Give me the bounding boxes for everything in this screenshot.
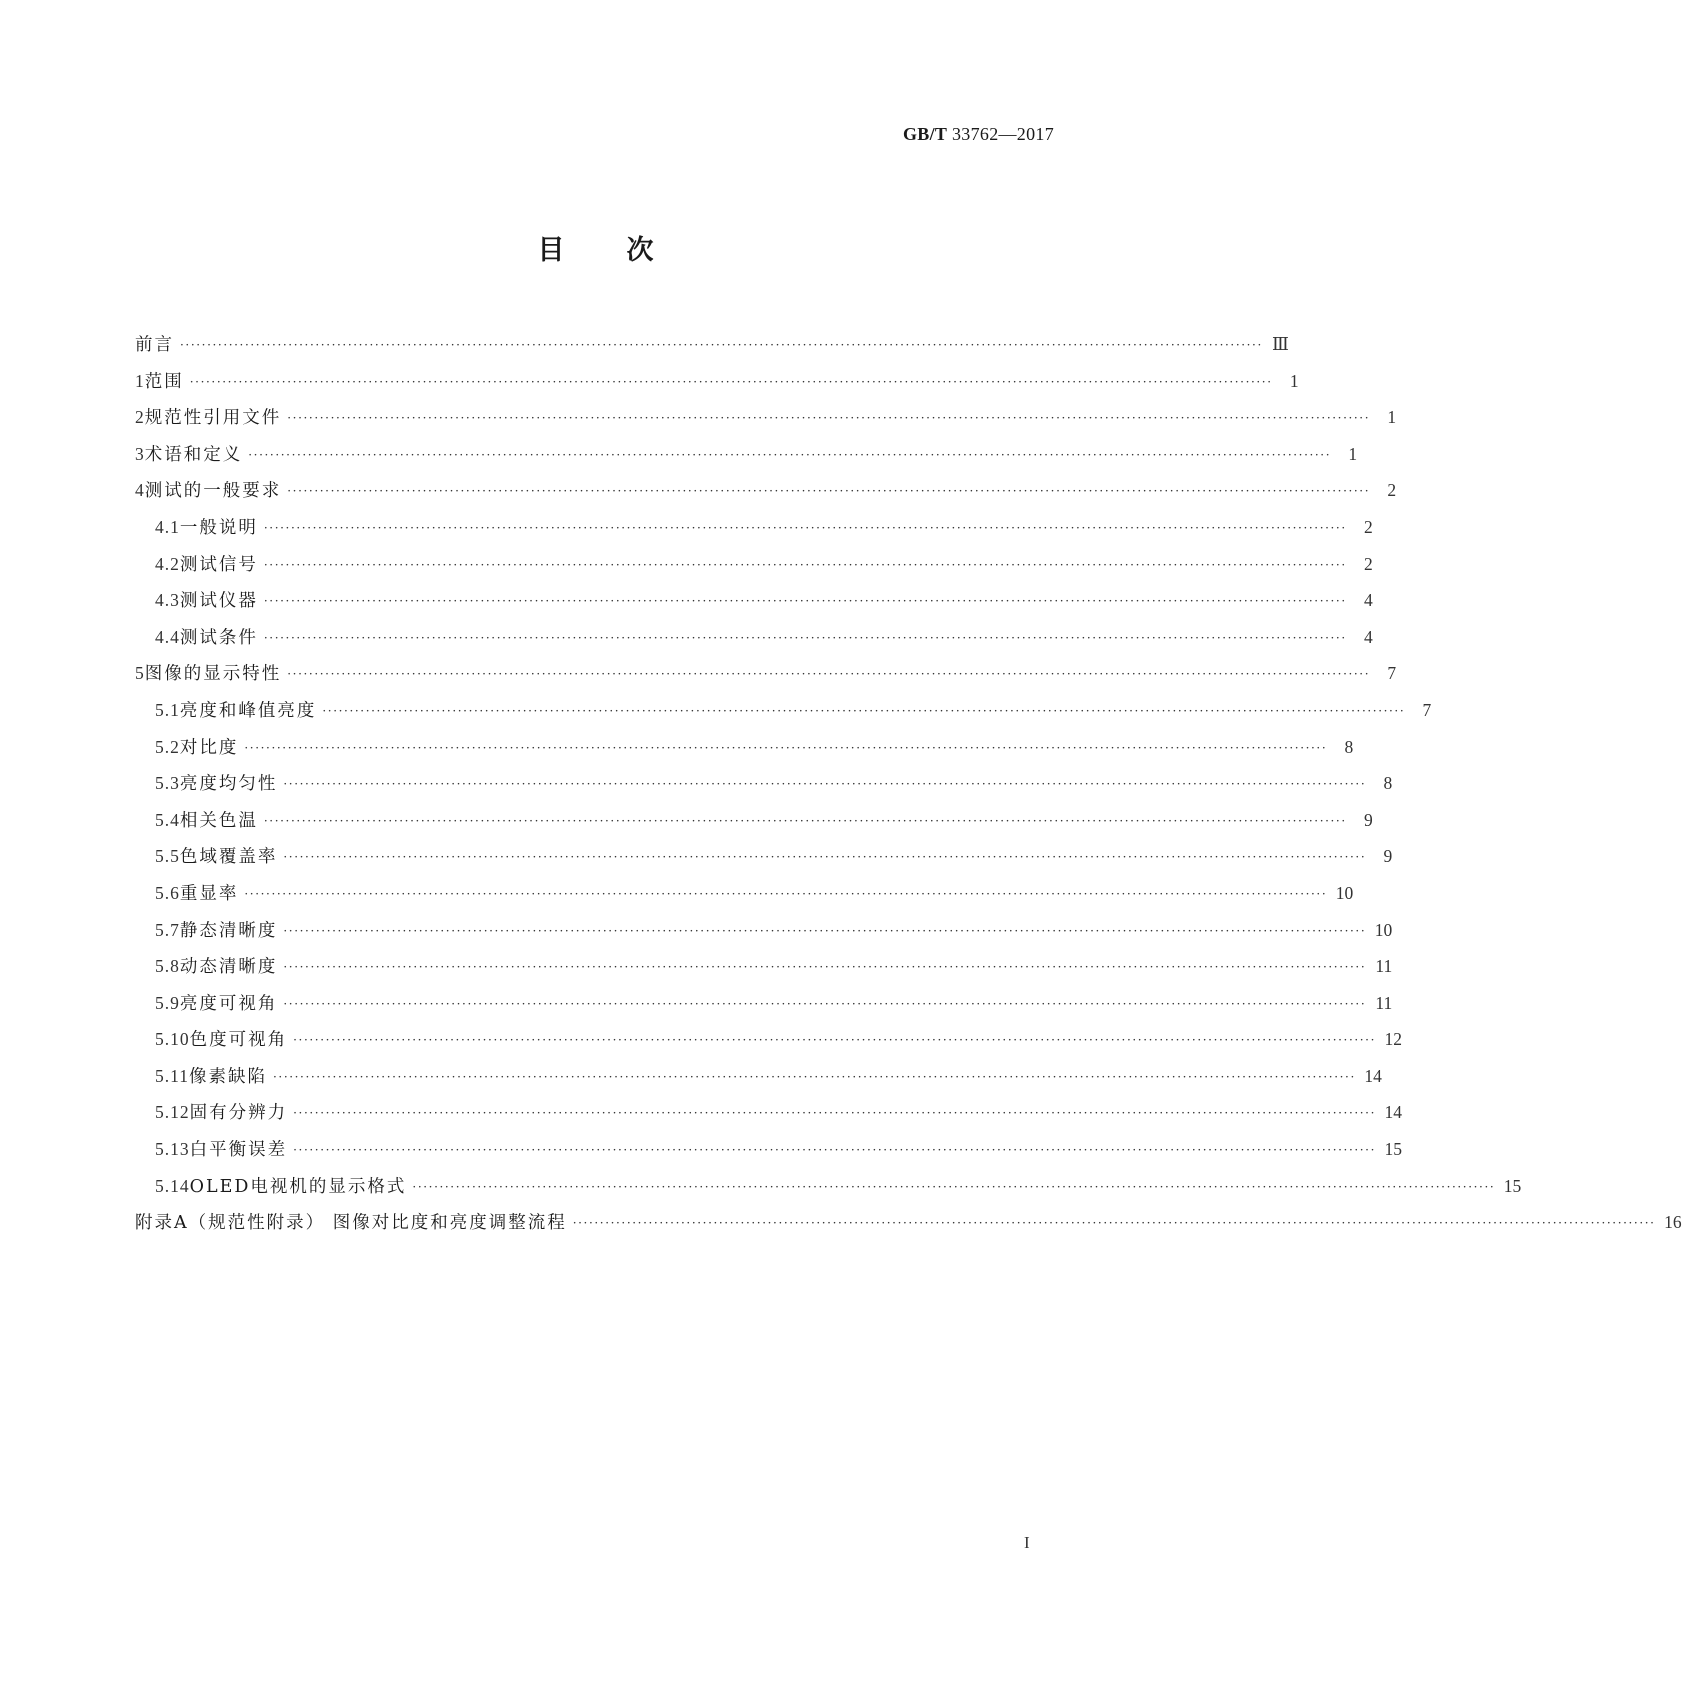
toc-entry-label: 对比度 <box>179 737 239 758</box>
toc-entry-label: 像素缺陷 <box>188 1066 267 1087</box>
toc-entry-label: 前言 <box>135 335 174 355</box>
toc-entry-page: 16 <box>1664 1212 1682 1233</box>
toc-entry-label: 亮度和峰值亮度 <box>179 700 317 721</box>
toc-entry-5-3[interactable] <box>135 765 1393 802</box>
toc-entry-label: 测试仪器 <box>179 591 258 612</box>
toc-leader-dots: ········································································································································································································ <box>180 338 1263 352</box>
toc-entry-2[interactable] <box>135 399 1397 436</box>
toc-entry-label: 亮度可视角 <box>179 993 278 1014</box>
toc-leader-dots: ········································································································································································································ <box>263 594 1347 609</box>
toc-entry-page: 2 <box>1364 553 1373 574</box>
toc-entry-5-10[interactable] <box>135 1021 1403 1058</box>
standard-prefix: GB/T <box>902 124 948 144</box>
toc-entry-page: 1 <box>1348 443 1358 464</box>
toc-entry-number: 5.1 <box>155 699 180 720</box>
toc-entry-label: 测试信号 <box>179 554 258 575</box>
toc-entry-3[interactable] <box>135 436 1358 473</box>
toc-leader-dots: ········································································································································································································ <box>287 484 1371 499</box>
toc-leader-dots: ········································································································································································································ <box>272 1069 1356 1084</box>
toc-entry-number: 5.7 <box>155 919 180 940</box>
toc-entry-number: 5.10 <box>155 1029 190 1050</box>
toc-leader-dots: ········································································································································································································ <box>244 886 1328 901</box>
toc-leader-dots: ········································································································································································································ <box>263 520 1347 535</box>
toc-title: 目次 <box>537 235 716 266</box>
toc-entry-page: 2 <box>1387 480 1397 501</box>
toc-entry-number: 3 <box>135 443 145 464</box>
toc-leader-dots: ········································································································································································································ <box>293 1143 1377 1158</box>
toc-entry-5-8[interactable] <box>135 948 1393 985</box>
toc-entry-number: 5.14 <box>155 1175 190 1196</box>
toc-entry-label: 范围 <box>144 371 184 392</box>
toc-entry-4-4[interactable] <box>135 619 1373 656</box>
toc-leader-dots: ········································································································································································································ <box>248 447 1332 462</box>
toc-entry-number: 4.2 <box>155 553 180 574</box>
toc-entry-number: 4.3 <box>155 590 180 611</box>
toc-leader-dots: ········································································································································································································ <box>572 1216 1656 1231</box>
toc-entry-label: 色域覆盖率 <box>179 847 278 868</box>
toc-leader-dots: ········································································································································································································ <box>244 740 1328 755</box>
toc-entry-label: 测试条件 <box>179 627 258 648</box>
toc-entry-number: 5.9 <box>155 992 180 1013</box>
toc-entry-label: 图像的显示特性 <box>144 664 282 685</box>
toc-entry-4-3[interactable] <box>135 582 1373 619</box>
toc-leader-dots: ········································································································································································································ <box>293 1033 1377 1048</box>
toc-entry-label: 重显率 <box>179 883 239 904</box>
toc-entry-number: 4.4 <box>155 626 180 647</box>
toc-entry-page: 14 <box>1384 1102 1403 1123</box>
toc-entry-5-5[interactable] <box>135 838 1393 875</box>
toc-leader-dots: ········································································································································································································ <box>263 557 1347 572</box>
toc-entry-page: 15 <box>1503 1175 1522 1196</box>
toc-entry-label: 亮度均匀性 <box>179 774 278 795</box>
page-number: I <box>1024 1533 1030 1552</box>
toc-entry-1[interactable] <box>135 363 1299 400</box>
toc-entry-page: 1 <box>1387 407 1397 428</box>
toc-leader-dots: ········································································································································································································ <box>283 850 1367 865</box>
table-of-contents <box>135 326 1682 1241</box>
toc-entry-page: 14 <box>1364 1065 1382 1086</box>
toc-leader-dots: ········································································································································································································ <box>283 923 1367 938</box>
toc-entry-label: 白平衡误差 <box>189 1140 288 1161</box>
toc-entry-number: 5.2 <box>155 736 180 757</box>
toc-entry-5-6[interactable] <box>135 875 1354 912</box>
toc-leader-dots: ········································································································································································································ <box>263 630 1347 645</box>
toc-entry-page: 4 <box>1364 626 1373 647</box>
toc-entry-page: Ⅲ <box>1272 334 1289 354</box>
toc-entry-label: 术语和定义 <box>144 444 243 465</box>
toc-entry-number: 2 <box>135 407 145 428</box>
standard-code: 33762—2017 <box>952 124 1054 144</box>
toc-entry-number: 4.1 <box>155 516 180 537</box>
toc-entry-page: 2 <box>1364 516 1373 537</box>
toc-entry-number: 5 <box>135 663 145 684</box>
toc-entry-4-1[interactable] <box>135 509 1373 546</box>
toc-entry-foreword[interactable] <box>135 326 1289 363</box>
toc-entry-label: 规范性引用文件 <box>144 408 282 429</box>
toc-entry-page: 11 <box>1375 956 1393 977</box>
toc-entry-page: 9 <box>1364 809 1373 830</box>
toc-entry-5-2[interactable] <box>135 729 1354 766</box>
toc-entry-page: 8 <box>1383 773 1393 794</box>
toc-leader-dots: ········································································································································································································ <box>293 1106 1377 1121</box>
standard-number <box>903 124 1054 145</box>
toc-leader-dots: ········································································································································································································ <box>412 1179 1496 1194</box>
toc-entry-number: 5.12 <box>155 1102 190 1123</box>
toc-entry-number: 5.4 <box>155 809 180 830</box>
toc-entry-label: 动态清晰度 <box>179 957 278 978</box>
toc-entry-page: 12 <box>1384 1029 1403 1050</box>
toc-entry-number: 5.11 <box>155 1065 189 1086</box>
toc-entry-5-14[interactable] <box>135 1168 1522 1205</box>
toc-entry-page: 15 <box>1384 1139 1403 1160</box>
toc-leader-dots: ········································································································································································································ <box>283 777 1367 792</box>
toc-entry-label: 附录A（规范性附录） 图像对比度和亮度调整流程 <box>135 1213 567 1234</box>
toc-entry-5-4[interactable] <box>135 802 1373 839</box>
toc-entry-page: 10 <box>1374 919 1393 940</box>
toc-leader-dots: ········································································································································································································ <box>189 374 1273 389</box>
toc-entry-page: 10 <box>1335 882 1354 903</box>
toc-leader-dots: ········································································································································································································ <box>322 703 1406 718</box>
toc-entry-4[interactable] <box>135 472 1397 509</box>
toc-leader-dots: ········································································································································································································ <box>287 411 1371 426</box>
toc-leader-dots: ········································································································································································································ <box>283 960 1367 975</box>
toc-entry-page: 9 <box>1383 846 1393 867</box>
toc-entry-5-11[interactable] <box>135 1058 1382 1095</box>
toc-entry-label: OLED电视机的显示格式 <box>189 1176 407 1197</box>
toc-entry-number: 5.6 <box>155 882 180 903</box>
toc-entry-5-13[interactable] <box>135 1131 1403 1168</box>
toc-leader-dots: ········································································································································································································ <box>283 996 1367 1011</box>
toc-entry-4-2[interactable] <box>135 546 1373 583</box>
toc-entry-number: 4 <box>135 480 145 501</box>
toc-entry-page: 7 <box>1422 699 1432 720</box>
toc-entry-page: 7 <box>1387 663 1397 684</box>
toc-entry-number: 5.3 <box>155 773 180 794</box>
toc-entry-page: 11 <box>1375 992 1393 1013</box>
toc-entry-page: 8 <box>1344 736 1354 757</box>
toc-entry-number: 1 <box>135 370 145 391</box>
toc-entry-page: 1 <box>1289 370 1299 391</box>
toc-entry-5-7[interactable] <box>135 912 1393 949</box>
toc-entry-5[interactable] <box>135 655 1397 692</box>
toc-entry-label: 一般说明 <box>179 517 258 538</box>
toc-entry-5-12[interactable] <box>135 1094 1403 1131</box>
toc-entry-label: 色度可视角 <box>189 1030 288 1051</box>
toc-entry-label: 静态清晰度 <box>179 920 278 941</box>
toc-entry-page: 4 <box>1364 590 1373 611</box>
toc-entry-5-9[interactable] <box>135 985 1393 1022</box>
toc-entry-number: 5.5 <box>155 846 180 867</box>
toc-entry-label: 固有分辨力 <box>189 1103 288 1124</box>
toc-entry-number: 5.8 <box>155 956 180 977</box>
toc-entry-5-1[interactable] <box>135 692 1432 729</box>
toc-entry-label: 相关色温 <box>179 810 258 831</box>
toc-entry-appendix-a[interactable] <box>135 1204 1682 1241</box>
toc-leader-dots: ········································································································································································································ <box>287 667 1371 682</box>
toc-leader-dots: ········································································································································································································ <box>263 813 1347 828</box>
toc-entry-number: 5.13 <box>155 1139 190 1160</box>
toc-entry-label: 测试的一般要求 <box>144 481 282 502</box>
